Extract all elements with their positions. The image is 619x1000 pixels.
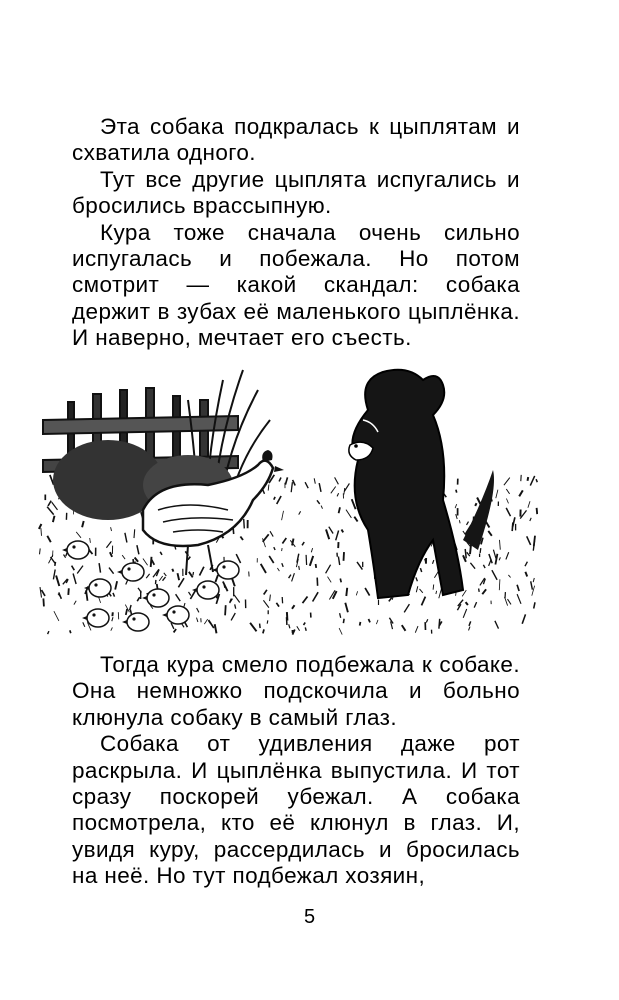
grass-stroke <box>339 507 340 513</box>
grass-stroke <box>234 595 240 603</box>
grass-stroke <box>416 577 418 581</box>
grass-stroke <box>163 577 166 581</box>
grass-stroke <box>306 555 307 565</box>
grass-stroke <box>111 627 113 630</box>
grass-stroke <box>493 550 496 559</box>
text-block-top <box>72 114 520 352</box>
grass-stroke <box>331 487 336 494</box>
chick-icon <box>84 579 111 597</box>
paragraph: Тут все другие цыплята испугались и бросились врассыпную. <box>72 166 520 219</box>
grass-stroke <box>178 573 180 580</box>
grass-stroke <box>439 619 440 629</box>
grass-stroke <box>492 570 497 580</box>
grass-stroke <box>499 579 500 590</box>
grass-stroke <box>48 631 49 634</box>
grass-stroke <box>319 483 321 492</box>
grass-stroke <box>317 500 320 504</box>
grass-stroke <box>40 587 42 598</box>
grass-stroke <box>215 624 217 633</box>
grass-stroke <box>261 564 266 573</box>
illustration-dog-hen-chicks <box>38 360 538 640</box>
grass-stroke <box>465 549 466 558</box>
grass-stroke <box>235 604 236 608</box>
grass-stroke <box>291 482 292 492</box>
grass-stroke <box>146 574 149 578</box>
grass-stroke <box>336 531 339 541</box>
grass-stroke <box>369 619 371 622</box>
grass-stroke <box>209 620 214 628</box>
grass-stroke <box>70 630 71 633</box>
grass-stroke <box>53 516 55 522</box>
grass-stroke <box>176 594 181 601</box>
grass-stroke <box>534 536 535 547</box>
grass-stroke <box>433 585 434 590</box>
grass-stroke <box>422 597 426 606</box>
grass-stroke <box>193 572 194 575</box>
grass-stroke <box>274 547 275 550</box>
grass-stroke <box>534 602 535 608</box>
grass-stroke <box>326 565 331 574</box>
grass-stroke <box>68 588 69 595</box>
grass-stroke <box>344 483 349 491</box>
grass-stroke <box>137 597 140 601</box>
grass-stroke <box>197 618 198 622</box>
grass-stroke <box>293 480 296 486</box>
grass-stroke <box>292 539 293 546</box>
grass-stroke <box>260 624 261 629</box>
grass-stroke <box>433 560 434 564</box>
grass-stroke <box>126 609 127 615</box>
grass-stroke <box>197 608 199 612</box>
grass-stroke <box>269 556 274 563</box>
grass-stroke <box>416 586 418 592</box>
grass-stroke <box>525 562 527 567</box>
grass-stroke <box>110 552 112 557</box>
grass-stroke <box>519 490 523 496</box>
text-block-bottom <box>72 652 520 890</box>
grass-stroke <box>76 532 81 538</box>
grass-stroke <box>134 529 135 538</box>
chick-icons <box>62 541 239 631</box>
grass-stroke <box>54 611 59 621</box>
grass-stroke <box>345 603 348 613</box>
grass-stroke <box>289 624 290 628</box>
grass-stroke <box>420 589 423 593</box>
grass-stroke <box>263 490 265 494</box>
grass-stroke <box>125 533 127 543</box>
grass-stroke <box>329 527 333 534</box>
grass-stroke <box>151 557 152 567</box>
grass-stroke <box>304 623 306 626</box>
grass-stroke <box>47 507 54 515</box>
grass-stroke <box>77 566 83 574</box>
grass-stroke <box>42 590 46 596</box>
grass-stroke <box>277 496 281 504</box>
grass-stroke <box>53 570 55 580</box>
grass-stroke <box>99 563 100 573</box>
grass-stroke <box>200 567 204 576</box>
grass-stroke <box>73 574 76 585</box>
grass-stroke <box>466 602 468 605</box>
paragraph: Тогда кура смело подбежала к собаке. Она немножко подскочила и больно клюнула собаку в самый глаз. <box>72 652 520 730</box>
grass-stroke <box>316 564 317 568</box>
grass-stroke <box>113 593 115 597</box>
grass-stroke <box>337 493 339 496</box>
grass-stroke <box>342 530 344 533</box>
grass-stroke <box>204 619 207 624</box>
grass-stroke <box>263 629 264 633</box>
grass-stroke <box>455 504 457 508</box>
grass-stroke <box>506 552 509 559</box>
grass-stroke <box>215 575 218 582</box>
grass-stroke <box>328 577 332 583</box>
grass-stroke <box>135 558 139 562</box>
grass-stroke <box>504 478 510 486</box>
grass-stroke <box>475 503 476 506</box>
grass-stroke <box>225 605 226 615</box>
grass-stroke <box>506 489 509 494</box>
grass-stroke <box>244 519 245 529</box>
paragraph: Эта собака подкралась к цыплятам и схватила одного. <box>72 114 520 166</box>
grass-stroke <box>264 590 267 595</box>
grass-stroke <box>528 501 530 507</box>
grass-stroke <box>488 531 492 536</box>
grass-stroke <box>263 600 269 607</box>
grass-stroke <box>376 620 378 624</box>
page-number: 5 <box>303 906 316 928</box>
grass-stroke <box>115 581 117 589</box>
grass-stroke <box>276 603 279 607</box>
grass-stroke <box>82 521 84 527</box>
grass-stroke <box>282 563 283 567</box>
grass-stroke <box>111 527 112 531</box>
grass-stroke <box>522 614 525 623</box>
grass-stroke <box>47 536 51 542</box>
grass-stroke <box>122 555 125 559</box>
grass-stroke <box>231 613 235 620</box>
grass-stroke <box>480 548 481 553</box>
grass-stroke <box>51 557 56 563</box>
grass-stroke <box>344 552 345 561</box>
grass-stroke <box>506 508 510 516</box>
paragraph: Собака от удивления даже рот раскрыла. И цыплёнка выпустила. И тот сразу поскорей убежал. А собака посмотрела, кто её клюнул в глаз. И, увидя куру, рассердилась и бросилась на неё. Но тут подбежал хозяин, <box>72 731 520 889</box>
grass-stroke <box>426 619 428 622</box>
grass-stroke <box>537 508 538 514</box>
grass-stroke <box>517 594 521 604</box>
grass-stroke <box>232 578 235 586</box>
grass-stroke <box>74 601 76 605</box>
grass-stroke <box>530 518 531 521</box>
grass-stroke <box>360 622 361 626</box>
grass-stroke <box>48 501 51 506</box>
grass-stroke <box>326 529 329 539</box>
grass-stroke <box>536 479 537 482</box>
grass-stroke <box>189 592 191 596</box>
grass-stroke <box>292 605 295 609</box>
grass-stroke <box>299 566 300 570</box>
grass-stroke <box>495 621 499 629</box>
grass-stroke <box>289 575 291 579</box>
grass-stroke <box>267 620 268 623</box>
grass-stroke <box>305 482 308 488</box>
grass-stroke <box>189 572 193 578</box>
grass-stroke <box>311 548 312 552</box>
chick-icon <box>142 589 169 607</box>
grass-stroke <box>340 613 341 618</box>
grass-stroke <box>43 598 44 606</box>
grass-stroke <box>164 573 167 576</box>
grass-stroke <box>223 582 228 592</box>
chick-icon <box>162 606 189 624</box>
chick-icon <box>122 613 149 631</box>
chick-icon <box>82 609 109 627</box>
grass-stroke <box>508 575 510 578</box>
chick-icon <box>212 561 239 579</box>
grass-stroke <box>174 629 177 632</box>
grass-stroke <box>470 563 475 569</box>
grass-stroke <box>496 490 498 499</box>
grass-stroke <box>233 529 234 535</box>
grass-stroke <box>506 499 508 504</box>
grass-stroke <box>55 562 56 566</box>
dog-icon <box>349 370 494 598</box>
grass-stroke <box>40 548 41 554</box>
grass-stroke <box>482 589 486 594</box>
grass-stroke <box>499 557 500 560</box>
grass-stroke <box>72 566 75 571</box>
chick-icon <box>192 581 219 599</box>
paragraph: Кура тоже сначала очень сильно испугалась и побежала. Но потом смотрит — какой скандал: собака держит в зубах её маленького цыплёнка. И наверно, мечтает его съесть. <box>72 219 520 351</box>
grass-stroke <box>528 477 529 481</box>
grass-stroke <box>303 597 308 604</box>
grass-stroke <box>338 557 339 566</box>
grass-stroke <box>282 511 284 520</box>
grass-stroke <box>459 520 460 523</box>
grass-stroke <box>292 573 295 581</box>
grass-stroke <box>483 565 485 568</box>
grass-stroke <box>137 545 139 554</box>
grass-stroke <box>297 626 300 631</box>
grass-stroke <box>463 609 467 618</box>
grass-stroke <box>512 523 513 532</box>
grass-stroke <box>282 548 283 551</box>
grass-stroke <box>357 562 362 570</box>
grass-stroke <box>415 626 418 633</box>
grass-stroke <box>474 602 476 608</box>
grass-stroke <box>52 502 58 510</box>
grass-stroke <box>389 598 392 602</box>
grass-stroke <box>420 568 421 572</box>
grass-stroke <box>335 477 339 484</box>
grass-stroke <box>314 478 315 483</box>
grass-stroke <box>190 590 195 599</box>
grass-stroke <box>143 559 148 566</box>
grass-stroke <box>339 628 342 635</box>
grass-stroke <box>240 537 243 541</box>
grass-stroke <box>64 555 66 558</box>
grass-stroke <box>436 591 437 594</box>
grass-stroke <box>106 541 111 548</box>
grass-stroke <box>346 588 347 596</box>
grass-stroke <box>508 599 512 604</box>
grass-stroke <box>346 510 351 518</box>
grass-stroke <box>467 522 469 525</box>
grass-stroke <box>356 591 357 595</box>
grass-stroke <box>531 581 533 589</box>
grass-stroke <box>530 476 534 486</box>
grass-stroke <box>285 477 287 484</box>
grass-stroke <box>109 568 114 574</box>
chick-icon <box>117 563 144 581</box>
grass-stroke <box>343 619 344 623</box>
grass-stroke <box>160 552 162 555</box>
grass-stroke <box>270 531 273 536</box>
grass-stroke <box>469 621 471 626</box>
grass-stroke <box>250 623 256 632</box>
grass-stroke <box>41 528 42 536</box>
illustration-drawing <box>38 360 538 640</box>
grass-stroke <box>500 540 501 550</box>
grass-stroke <box>340 579 341 583</box>
grass-stroke <box>439 589 442 598</box>
grass-stroke <box>404 604 409 612</box>
grass-stroke <box>321 506 322 509</box>
grass-stroke <box>274 497 275 500</box>
grass-stroke <box>277 568 279 571</box>
grass-stroke <box>517 585 519 591</box>
grass-stroke <box>270 595 271 602</box>
grass-stroke <box>365 588 370 596</box>
grass-stroke <box>188 557 190 560</box>
grass-stroke <box>525 572 527 577</box>
grass-stroke <box>313 592 319 601</box>
grass-stroke <box>282 538 286 544</box>
grass-stroke <box>112 617 113 621</box>
grass-stroke <box>310 556 313 566</box>
grass-stroke <box>527 536 531 545</box>
grass-stroke <box>90 538 91 543</box>
grass-stroke <box>302 542 304 545</box>
grass-stroke <box>279 478 281 482</box>
grass-stroke <box>56 576 59 587</box>
grass-stroke <box>354 517 357 522</box>
grass-stroke <box>299 511 301 514</box>
grass-stroke <box>479 589 480 592</box>
chick-icon <box>62 541 89 559</box>
grass-stroke <box>456 490 457 493</box>
grass-stroke <box>236 554 240 563</box>
grass-stroke <box>83 622 85 627</box>
grass-stroke <box>130 605 132 610</box>
grass-stroke <box>402 625 406 631</box>
grass-stroke <box>469 627 471 631</box>
grass-stroke <box>305 627 306 630</box>
grass-stroke <box>505 597 508 606</box>
grass-stroke <box>172 569 173 572</box>
grass-stroke <box>138 588 141 593</box>
grass-stroke <box>533 578 534 582</box>
grass-stroke <box>268 485 269 491</box>
